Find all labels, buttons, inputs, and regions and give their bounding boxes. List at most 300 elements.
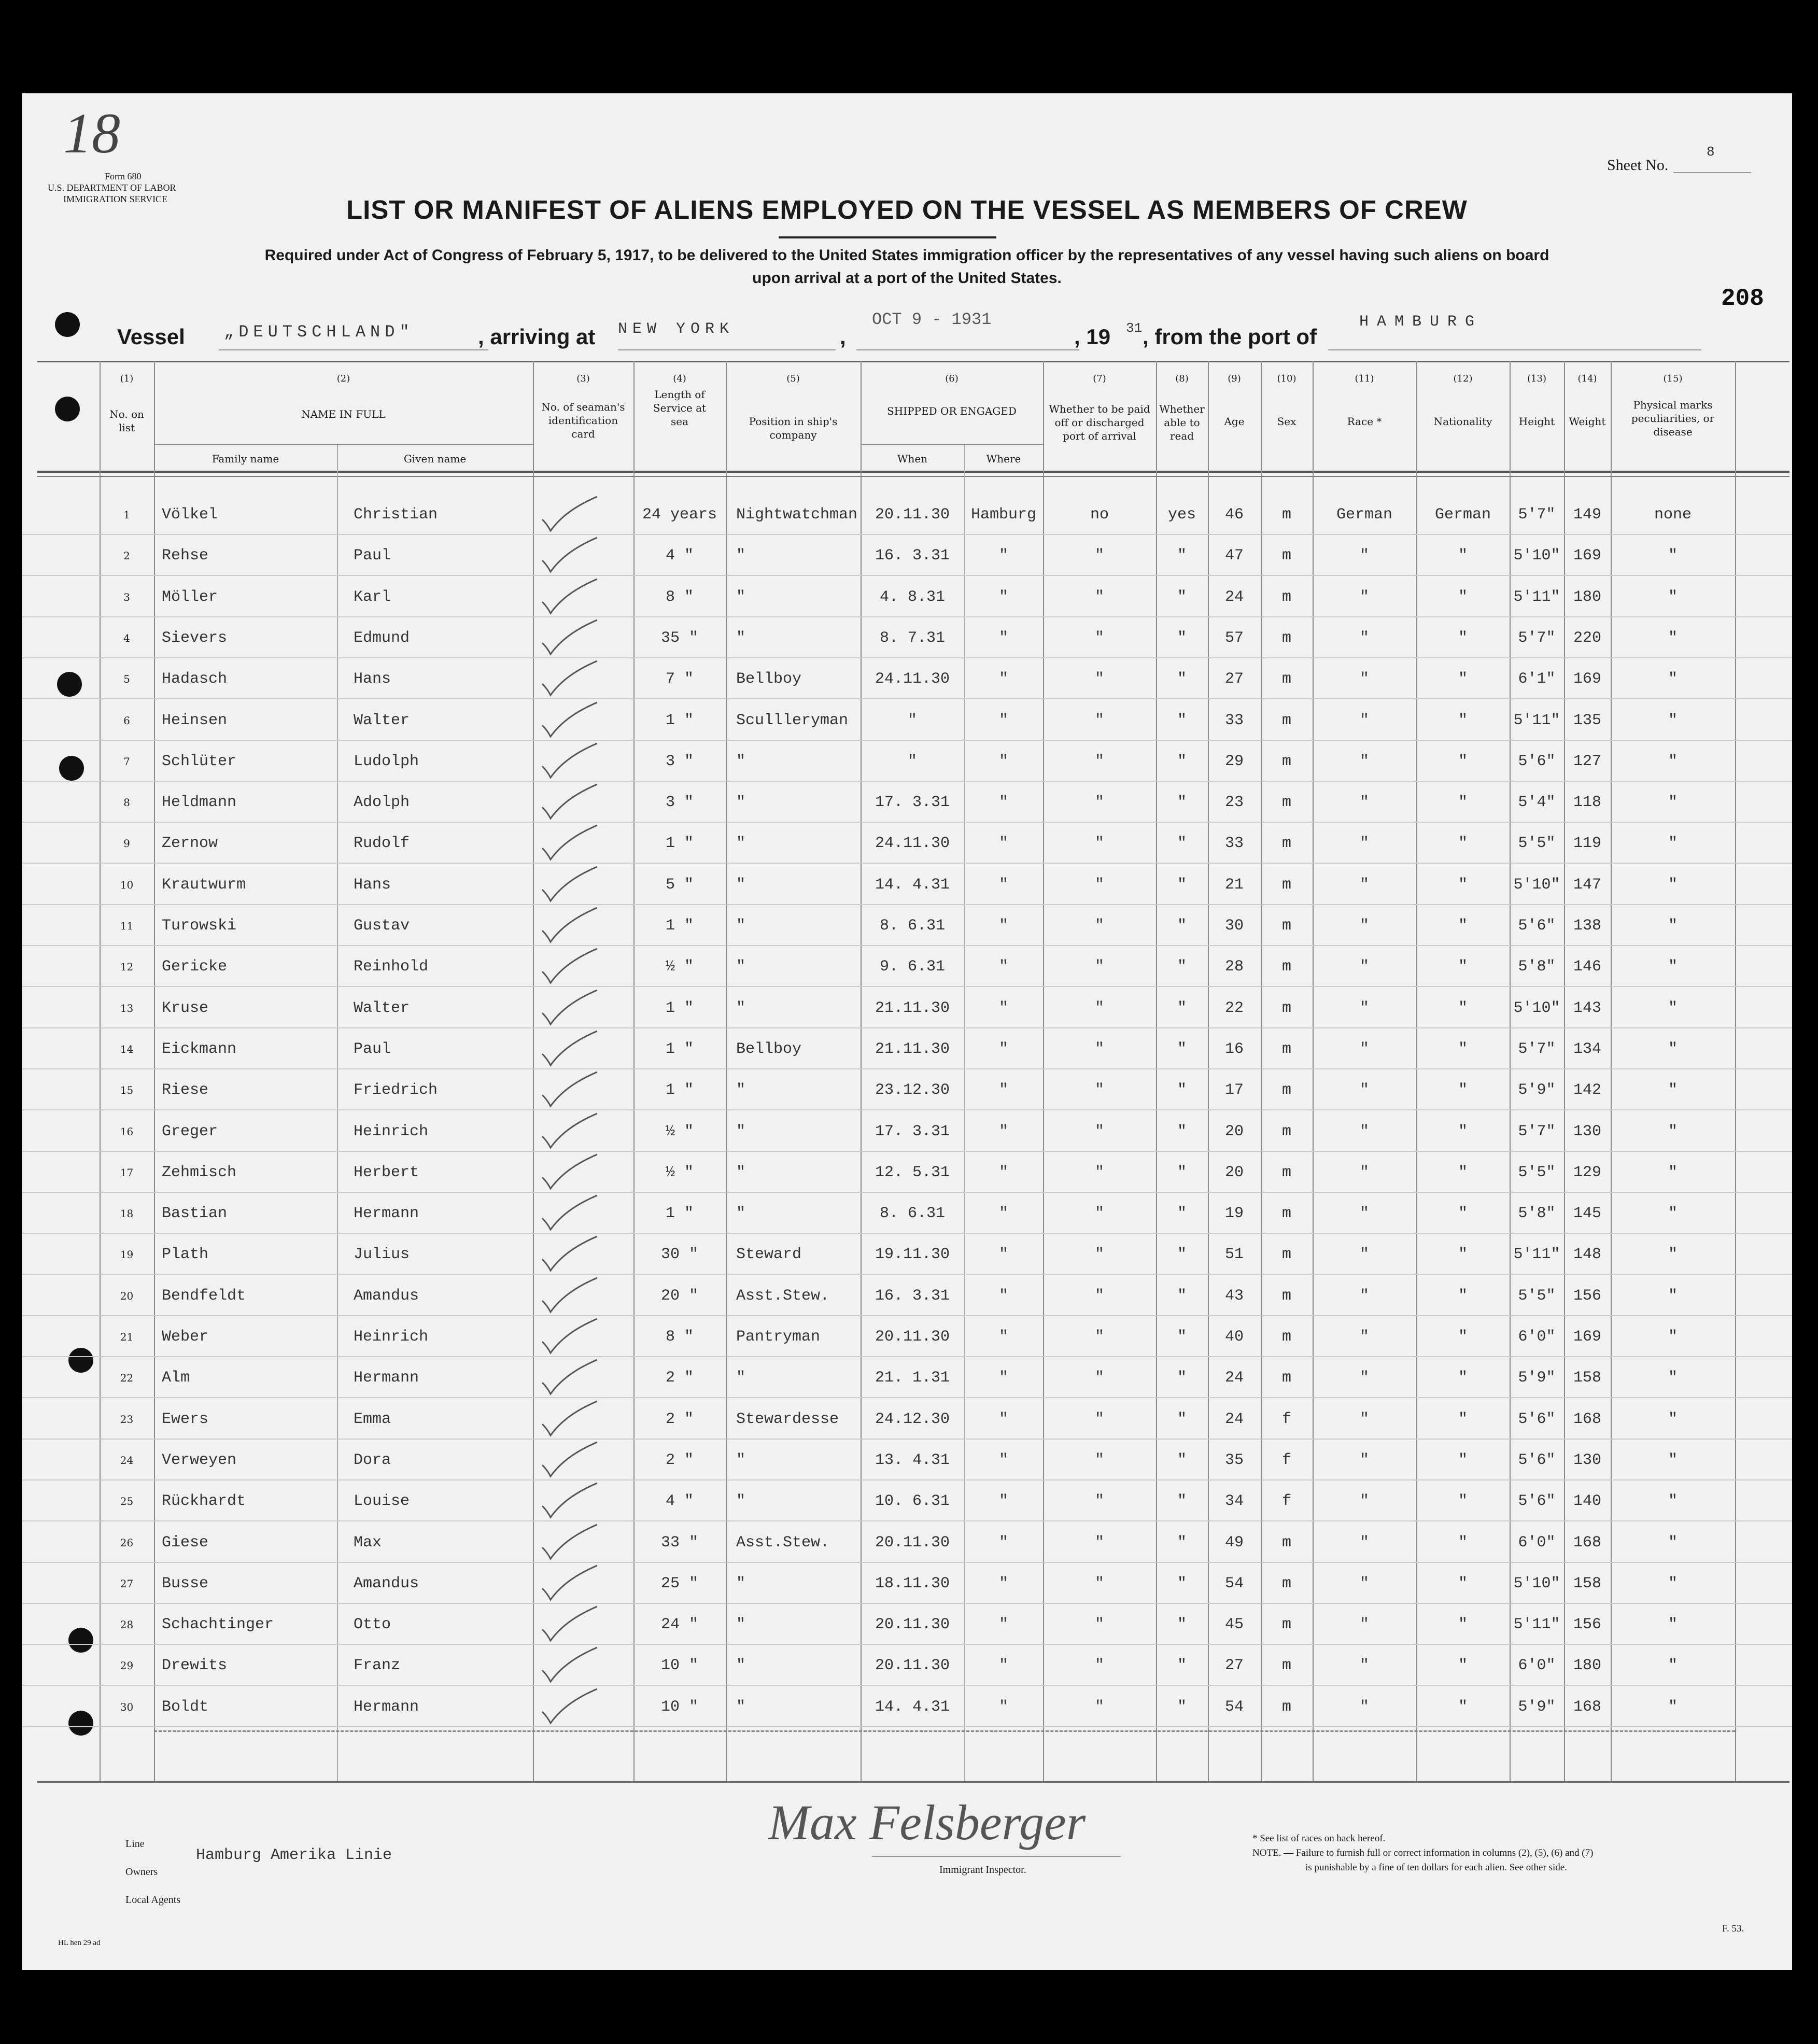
cell-where: " xyxy=(998,958,1008,976)
cell-weight: 180 xyxy=(1573,1657,1601,1675)
table-end-dashed-rule xyxy=(154,1730,1735,1732)
cell-read: " xyxy=(1177,1040,1187,1058)
cell-read: " xyxy=(1177,917,1187,935)
cell-sex: m xyxy=(1281,876,1291,894)
cell-age: 27 xyxy=(1224,1657,1244,1675)
cell-sex: m xyxy=(1281,1616,1291,1634)
cell-height: 6'0" xyxy=(1518,1657,1556,1675)
cell-service: 4 " xyxy=(665,547,694,565)
cell-family: Rückhardt xyxy=(162,1492,246,1511)
cell-marks: " xyxy=(1668,629,1678,647)
cell-race: " xyxy=(1359,629,1369,647)
cell-given: Heinrich xyxy=(354,1122,429,1140)
cell-age: 43 xyxy=(1224,1287,1244,1305)
table-row xyxy=(22,1193,1792,1234)
cell-nationality: " xyxy=(1458,1410,1468,1428)
cell-race: German xyxy=(1336,506,1393,524)
checkmark-icon xyxy=(540,495,602,535)
cell-position: " xyxy=(736,1698,746,1716)
cell-service: ½ " xyxy=(665,958,694,976)
col13-header: Height xyxy=(1518,415,1555,428)
cell-height: 6'0" xyxy=(1518,1328,1556,1346)
cell-where: " xyxy=(998,670,1008,688)
comma: , xyxy=(840,325,846,349)
cell-race: " xyxy=(1359,835,1369,853)
cell-race: " xyxy=(1359,958,1369,976)
cell-position: " xyxy=(736,1574,746,1592)
cell-race: " xyxy=(1359,711,1369,729)
cell-given: Julius xyxy=(354,1246,410,1264)
col12-header: Nationality xyxy=(1433,415,1492,428)
col1-number: (1) xyxy=(120,373,134,384)
cell-family: Hadasch xyxy=(162,670,228,688)
cell-family: Möller xyxy=(162,588,218,606)
cell-race: " xyxy=(1359,1246,1369,1264)
col10-header: Sex xyxy=(1277,415,1296,428)
cell-height: 5'10" xyxy=(1513,999,1560,1017)
cell-no: 4 xyxy=(123,631,130,644)
checkmark-icon xyxy=(540,782,602,823)
col10-number: (10) xyxy=(1277,373,1296,384)
cell-race: " xyxy=(1359,876,1369,894)
cell-sex: m xyxy=(1281,999,1291,1017)
cell-marks: " xyxy=(1668,999,1678,1017)
cell-when: 19.11.30 xyxy=(875,1246,950,1264)
cell-position: Pantryman xyxy=(736,1328,821,1346)
cell-nationality: " xyxy=(1458,794,1468,812)
cell-read: " xyxy=(1177,1246,1187,1264)
cell-nationality: " xyxy=(1458,752,1468,770)
checkmark-icon xyxy=(540,1234,602,1275)
cell-marks: " xyxy=(1668,1122,1678,1140)
cell-sex: m xyxy=(1281,1163,1291,1181)
cell-age: 24 xyxy=(1224,1369,1244,1387)
checkmark-icon xyxy=(540,1029,602,1069)
table-row xyxy=(22,741,1792,782)
form-code: F. 53. xyxy=(1722,1923,1744,1934)
col6-when-header: When xyxy=(897,453,928,465)
cell-service: 30 " xyxy=(660,1246,698,1264)
cell-service: 5 " xyxy=(665,876,694,894)
cell-weight: 220 xyxy=(1573,629,1601,647)
cell-height: 5'9" xyxy=(1518,1369,1556,1387)
cell-when: 8. 7.31 xyxy=(879,629,946,647)
cell-age: 28 xyxy=(1224,958,1244,976)
cell-position: " xyxy=(736,958,746,976)
cell-weight: 169 xyxy=(1573,547,1601,565)
cell-nationality: " xyxy=(1458,1081,1468,1099)
cell-race: " xyxy=(1359,752,1369,770)
cell-no: 5 xyxy=(123,673,130,686)
cell-family: Verweyen xyxy=(162,1451,237,1469)
sheet-number: 8 xyxy=(1707,144,1715,160)
table-row xyxy=(22,618,1792,658)
table-row xyxy=(22,577,1792,617)
cell-age: 23 xyxy=(1224,794,1244,812)
cell-weight: 169 xyxy=(1573,670,1601,688)
cell-read: " xyxy=(1177,1287,1187,1305)
checkmark-icon xyxy=(540,1563,602,1604)
cell-age: 49 xyxy=(1224,1533,1244,1552)
penalty-note-line2: is punishable by a fine of ten dollars for each alien. See other side. xyxy=(1305,1862,1567,1873)
cell-given: Emma xyxy=(354,1410,391,1428)
checkmark-icon xyxy=(540,1399,602,1440)
col3-number: (3) xyxy=(576,373,590,384)
col1-header: No. on list xyxy=(109,408,144,434)
checkmark-icon xyxy=(540,1358,602,1398)
cell-paid: " xyxy=(1094,1616,1104,1634)
cell-service: 7 " xyxy=(665,670,694,688)
cell-marks: " xyxy=(1668,1163,1678,1181)
cell-paid: " xyxy=(1094,1163,1104,1181)
cell-family: Zehmisch xyxy=(162,1163,237,1181)
cell-weight: 158 xyxy=(1573,1369,1601,1387)
form-department: U.S. DEPARTMENT OF LABOR xyxy=(48,182,176,193)
cell-weight: 168 xyxy=(1573,1410,1601,1428)
cell-height: 5'5" xyxy=(1518,835,1556,853)
cell-read: " xyxy=(1177,629,1187,647)
cell-sex: m xyxy=(1281,958,1291,976)
cell-paid: " xyxy=(1094,752,1104,770)
cell-no: 23 xyxy=(120,1413,134,1426)
cell-read: " xyxy=(1177,711,1187,729)
table-row xyxy=(22,1481,1792,1521)
cell-no: 14 xyxy=(120,1042,134,1055)
cell-where: " xyxy=(998,835,1008,853)
cell-paid: " xyxy=(1094,835,1104,853)
cell-height: 6'1" xyxy=(1518,670,1556,688)
cell-nationality: " xyxy=(1458,1287,1468,1305)
cell-height: 5'6" xyxy=(1518,1492,1556,1511)
cell-service: 3 " xyxy=(665,752,694,770)
cell-no: 19 xyxy=(120,1248,134,1261)
cell-race: " xyxy=(1359,1040,1369,1058)
cell-position: " xyxy=(736,1616,746,1634)
cell-race: " xyxy=(1359,917,1369,935)
cell-paid: " xyxy=(1094,1533,1104,1552)
col2-number: (2) xyxy=(336,373,350,384)
checkmark-icon xyxy=(540,947,602,987)
cell-where: " xyxy=(998,1533,1008,1552)
col14-number: (14) xyxy=(1577,373,1597,384)
cell-race: " xyxy=(1359,1163,1369,1181)
arrival-date-stamp: OCT 9 - 1931 xyxy=(872,310,992,329)
cell-when: 17. 3.31 xyxy=(875,1122,950,1140)
table-row xyxy=(22,700,1792,741)
sheet-label: Sheet No. xyxy=(1607,157,1669,174)
table-row xyxy=(22,906,1792,946)
cell-when: 20.11.30 xyxy=(875,1328,950,1346)
cell-sex: m xyxy=(1281,1205,1291,1223)
col9-header: Age xyxy=(1224,415,1245,428)
col11-number: (11) xyxy=(1355,373,1374,384)
checkmark-icon xyxy=(540,1317,602,1357)
cell-marks: " xyxy=(1668,917,1678,935)
cell-race: " xyxy=(1359,794,1369,812)
cell-service: 10 " xyxy=(660,1698,698,1716)
cell-sex: m xyxy=(1281,506,1291,524)
checkmark-icon xyxy=(540,535,602,576)
cell-position: " xyxy=(736,794,746,812)
cell-family: Boldt xyxy=(162,1698,209,1716)
cell-where: " xyxy=(998,1163,1008,1181)
cell-no: 27 xyxy=(120,1577,134,1590)
cell-marks: " xyxy=(1668,1328,1678,1346)
cell-given: Hermann xyxy=(354,1698,419,1716)
cell-nationality: " xyxy=(1458,917,1468,935)
cell-paid: " xyxy=(1094,629,1104,647)
table-row xyxy=(22,1604,1792,1645)
cell-age: 34 xyxy=(1224,1492,1244,1511)
col2-given-header: Given name xyxy=(403,453,467,465)
cell-marks: " xyxy=(1668,794,1678,812)
cell-marks: " xyxy=(1668,1492,1678,1511)
cell-sex: m xyxy=(1281,1287,1291,1305)
from-port-label: , from the port of xyxy=(1143,325,1317,349)
cell-age: 46 xyxy=(1224,506,1244,524)
cell-where: " xyxy=(998,1287,1008,1305)
cell-weight: 156 xyxy=(1573,1287,1601,1305)
checkmark-icon xyxy=(540,1645,602,1686)
cell-service: 8 " xyxy=(665,588,694,606)
cell-paid: " xyxy=(1094,1122,1104,1140)
cell-age: 27 xyxy=(1224,670,1244,688)
cell-service: 25 " xyxy=(660,1574,698,1592)
cell-given: Max xyxy=(354,1533,382,1552)
cell-weight: 147 xyxy=(1573,876,1601,894)
col7-header: Whether to be paid off or discharged port of arrival xyxy=(1049,403,1150,442)
cell-position: " xyxy=(736,752,746,770)
checkmark-icon xyxy=(540,659,602,699)
cell-height: 5'7" xyxy=(1518,1040,1556,1058)
cell-marks: " xyxy=(1668,547,1678,565)
cell-when: 14. 4.31 xyxy=(875,1698,950,1716)
cell-read: " xyxy=(1177,1533,1187,1552)
cell-sex: m xyxy=(1281,1657,1291,1675)
cell-where: " xyxy=(998,917,1008,935)
table-row xyxy=(22,1440,1792,1481)
cell-family: Kruse xyxy=(162,999,209,1017)
cell-nationality: " xyxy=(1458,1328,1468,1346)
cell-read: " xyxy=(1177,1205,1187,1223)
cell-no: 22 xyxy=(120,1372,134,1385)
cell-given: Reinhold xyxy=(354,958,429,976)
cell-marks: " xyxy=(1668,1410,1678,1428)
cell-sex: m xyxy=(1281,752,1291,770)
cell-race: " xyxy=(1359,1205,1369,1223)
table-row xyxy=(22,1645,1792,1686)
print-code: HL hen 29 ad xyxy=(58,1939,101,1947)
cell-where: " xyxy=(998,588,1008,606)
cell-age: 24 xyxy=(1224,1410,1244,1428)
cell-position: " xyxy=(736,835,746,853)
col6-header: SHIPPED OR ENGAGED xyxy=(887,405,1017,417)
cell-age: 21 xyxy=(1224,876,1244,894)
cell-position: Stewardesse xyxy=(736,1410,839,1428)
cell-service: 24 " xyxy=(660,1616,698,1634)
cell-sex: m xyxy=(1281,917,1291,935)
cell-service: 1 " xyxy=(665,917,694,935)
checkmark-icon xyxy=(540,1276,602,1316)
cell-service: 35 " xyxy=(660,629,698,647)
cell-where: " xyxy=(998,1081,1008,1099)
cell-race: " xyxy=(1359,670,1369,688)
cell-family: Giese xyxy=(162,1533,209,1552)
cell-paid: " xyxy=(1094,547,1104,565)
cell-paid: " xyxy=(1094,794,1104,812)
cell-race: " xyxy=(1359,1698,1369,1716)
cell-where: " xyxy=(998,752,1008,770)
checkmark-icon xyxy=(540,1481,602,1521)
table-bottom-rule xyxy=(37,1781,1789,1783)
cell-height: 5'6" xyxy=(1518,752,1556,770)
cell-given: Friedrich xyxy=(354,1081,438,1099)
cell-age: 35 xyxy=(1224,1451,1244,1469)
cell-sex: m xyxy=(1281,547,1291,565)
cell-nationality: " xyxy=(1458,835,1468,853)
cell-no: 18 xyxy=(120,1207,134,1220)
cell-given: Edmund xyxy=(354,629,410,647)
cell-read: " xyxy=(1177,752,1187,770)
date-underline xyxy=(856,349,1079,350)
cell-given: Hans xyxy=(354,876,391,894)
cell-family: Heinsen xyxy=(162,711,228,729)
cell-when: 20.11.30 xyxy=(875,1616,950,1634)
cell-where: " xyxy=(998,1657,1008,1675)
table-row xyxy=(22,988,1792,1028)
cell-nationality: " xyxy=(1458,670,1468,688)
cell-service: 1 " xyxy=(665,835,694,853)
cell-race: " xyxy=(1359,1657,1369,1675)
cell-sex: m xyxy=(1281,1246,1291,1264)
form-subtitle-line2: upon arrival at a port of the United States. xyxy=(752,270,1062,287)
cell-position: Scullleryman xyxy=(736,711,849,729)
cell-service: 10 " xyxy=(660,1657,698,1675)
cell-where: " xyxy=(998,999,1008,1017)
table-row xyxy=(22,1687,1792,1727)
arrival-port-underline xyxy=(618,349,836,350)
cell-where: " xyxy=(998,1328,1008,1346)
cell-paid: " xyxy=(1094,1205,1104,1223)
cell-position: " xyxy=(736,1122,746,1140)
checkmark-icon xyxy=(540,1523,602,1563)
cell-family: Ewers xyxy=(162,1410,209,1428)
cell-nationality: " xyxy=(1458,876,1468,894)
cell-paid: " xyxy=(1094,1410,1104,1428)
cell-marks: " xyxy=(1668,1081,1678,1099)
cell-sex: f xyxy=(1281,1451,1291,1469)
cell-age: 20 xyxy=(1224,1163,1244,1181)
cell-service: 1 " xyxy=(665,1205,694,1223)
cell-paid: " xyxy=(1094,1040,1104,1058)
header-subrule-shipped xyxy=(861,444,1043,445)
cell-no: 10 xyxy=(120,878,134,891)
cell-sex: m xyxy=(1281,1574,1291,1592)
checkmark-icon xyxy=(540,618,602,658)
cell-paid: " xyxy=(1094,1287,1104,1305)
cell-paid: " xyxy=(1094,876,1104,894)
cell-read: " xyxy=(1177,547,1187,565)
cell-service: 33 " xyxy=(660,1533,698,1552)
cell-given: Hermann xyxy=(354,1205,419,1223)
cell-marks: " xyxy=(1668,876,1678,894)
signature-underline xyxy=(872,1856,1121,1857)
table-row xyxy=(22,1399,1792,1440)
cell-position: " xyxy=(736,1205,746,1223)
checkmark-icon xyxy=(540,741,602,782)
cell-read: " xyxy=(1177,1492,1187,1511)
cell-height: 5'8" xyxy=(1518,1205,1556,1223)
vessel-underline xyxy=(219,349,488,350)
cell-no: 6 xyxy=(123,714,130,727)
cell-sex: m xyxy=(1281,1122,1291,1140)
cell-when: " xyxy=(907,752,917,770)
cell-nationality: German xyxy=(1434,506,1491,524)
year-label: , 19 xyxy=(1074,325,1111,349)
cell-family: Krautwurm xyxy=(162,876,246,894)
cell-sex: m xyxy=(1281,794,1291,812)
cell-age: 47 xyxy=(1224,547,1244,565)
cell-weight: 143 xyxy=(1573,999,1601,1017)
cell-family: Schachtinger xyxy=(162,1616,274,1634)
cell-service: 3 " xyxy=(665,794,694,812)
cell-sex: m xyxy=(1281,1328,1291,1346)
cell-read: " xyxy=(1177,1616,1187,1634)
cell-read: " xyxy=(1177,876,1187,894)
cell-height: 5'11" xyxy=(1513,711,1560,729)
cell-where: " xyxy=(998,1122,1008,1140)
arriving-label: , arriving at xyxy=(478,325,596,349)
cell-read: " xyxy=(1177,1369,1187,1387)
cell-nationality: " xyxy=(1458,1492,1468,1511)
cell-given: Ludolph xyxy=(354,752,419,770)
cell-family: Alm xyxy=(162,1369,190,1387)
cell-height: 5'10" xyxy=(1513,547,1560,565)
cell-marks: " xyxy=(1668,835,1678,853)
cell-paid: " xyxy=(1094,1328,1104,1346)
cell-position: Nightwatchman xyxy=(736,506,858,524)
cell-when: 23.12.30 xyxy=(875,1081,950,1099)
cell-given: Franz xyxy=(354,1657,401,1675)
cell-given: Hans xyxy=(354,670,391,688)
cell-marks: " xyxy=(1668,1574,1678,1592)
cell-when: 8. 6.31 xyxy=(879,917,946,935)
cell-service: 1 " xyxy=(665,1081,694,1099)
cell-service: 1 " xyxy=(665,711,694,729)
cell-race: " xyxy=(1359,1369,1369,1387)
table-row xyxy=(22,947,1792,987)
cell-sex: m xyxy=(1281,1040,1291,1058)
cell-position: Bellboy xyxy=(736,1040,802,1058)
departure-port-underline xyxy=(1328,349,1701,350)
checkmark-icon xyxy=(540,577,602,617)
cell-marks: " xyxy=(1668,1698,1678,1716)
cell-read: " xyxy=(1177,670,1187,688)
cell-sex: m xyxy=(1281,588,1291,606)
cell-weight: 149 xyxy=(1573,506,1601,524)
cell-when: 20.11.30 xyxy=(875,1533,950,1552)
handwritten-mark: 18 xyxy=(63,102,120,165)
cell-race: " xyxy=(1359,1451,1369,1469)
cell-given: Dora xyxy=(354,1451,391,1469)
cell-no: 3 xyxy=(123,590,130,603)
col5-header: Position in ship's company xyxy=(749,415,838,441)
cell-where: " xyxy=(998,1040,1008,1058)
cell-marks: " xyxy=(1668,958,1678,976)
cell-paid: " xyxy=(1094,1081,1104,1099)
cell-read: " xyxy=(1177,1328,1187,1346)
cell-paid: " xyxy=(1094,1492,1104,1511)
